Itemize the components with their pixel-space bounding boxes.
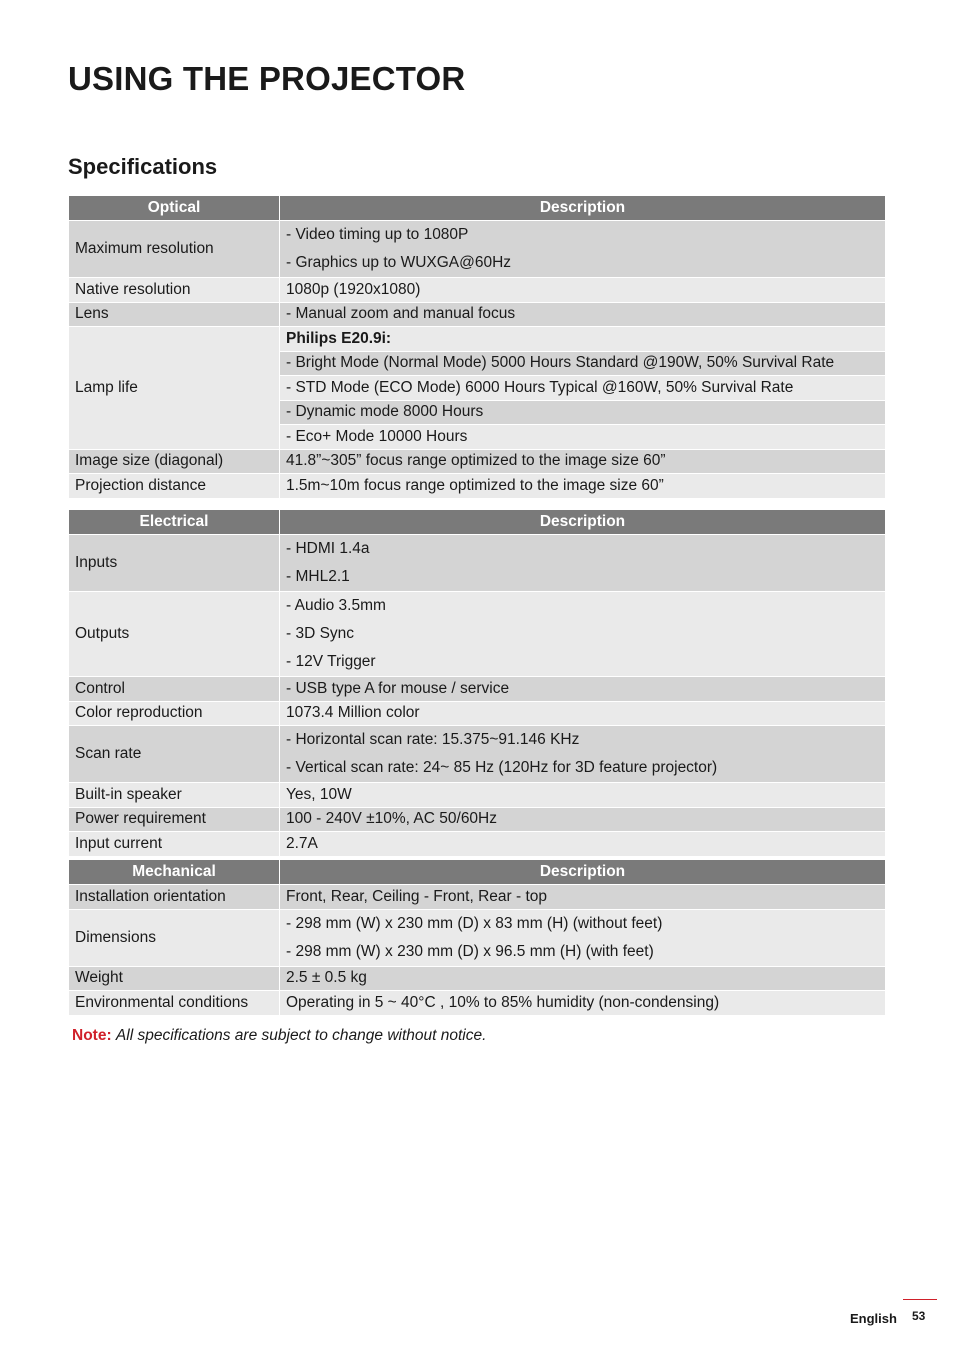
table-row [69, 592, 885, 676]
row-label: Lamp life [69, 327, 279, 449]
row-value: - Eco+ Mode 10000 Hours [280, 425, 885, 449]
table-row [69, 910, 885, 966]
row-label: Inputs [69, 535, 279, 591]
table-row [69, 535, 885, 591]
value-line: - MHL2.1 [286, 568, 350, 585]
row-label: Projection distance [69, 474, 279, 498]
column-header-description: Description [280, 510, 885, 534]
row-value: 100 - 240V ±10%, AC 50/60Hz [280, 808, 885, 832]
value-line: - 3D Sync [286, 625, 355, 642]
row-value: 1073.4 Million color [280, 702, 885, 726]
note-text: All specifications are subject to change without notice. [115, 1027, 487, 1044]
row-value: 2.7A [280, 832, 885, 856]
row-label: Power requirement [69, 808, 279, 832]
table-row [69, 221, 885, 277]
row-label: Maximum resolution [69, 221, 279, 277]
row-value: Operating in 5 ~ 40°C , 10% to 85% humidity (non-condensing) [280, 991, 885, 1015]
table-row [69, 991, 885, 1015]
row-label: Built-in speaker [69, 783, 279, 807]
note-label: Note: [72, 1027, 112, 1044]
table-row [69, 677, 885, 701]
row-value: 1080p (1920x1080) [280, 278, 885, 302]
table-header [69, 196, 885, 220]
row-label: Outputs [69, 592, 279, 676]
column-header-optical: Optical [69, 196, 279, 220]
table-row [69, 450, 885, 474]
table-header [69, 510, 885, 534]
electrical-spec-table [68, 509, 886, 857]
row-value: - USB type A for mouse / service [280, 677, 885, 701]
row-label: Dimensions [69, 910, 279, 966]
value-line: - Audio 3.5mm [286, 597, 386, 614]
page-title: USING THE PROJECTOR [68, 60, 466, 97]
row-label: Lens [69, 303, 279, 327]
value-line: - Vertical scan rate: 24~ 85 Hz (120Hz for 3D feature projector) [286, 759, 718, 776]
row-value: Yes, 10W [280, 783, 885, 807]
table-row [69, 832, 885, 856]
row-label: Weight [69, 967, 279, 991]
page-number: 53 [912, 1309, 926, 1323]
table-row [69, 967, 885, 991]
table-row [69, 808, 885, 832]
row-value: - Bright Mode (Normal Mode) 5000 Hours Standard @190W, 50% Survival Rate [280, 352, 885, 376]
row-value [280, 535, 885, 591]
row-label: Control [69, 677, 279, 701]
column-header-description: Description [280, 860, 885, 884]
row-label: Installation orientation [69, 885, 279, 909]
row-value: - Manual zoom and manual focus [280, 303, 885, 327]
row-value [280, 726, 885, 782]
table-row [69, 474, 885, 498]
row-label: Scan rate [69, 726, 279, 782]
column-header-mechanical: Mechanical [69, 860, 279, 884]
value-line: - Video timing up to 1080P [286, 226, 469, 243]
column-header-description: Description [280, 196, 885, 220]
row-value: Philips E20.9i: [280, 327, 885, 351]
value-line: - 12V Trigger [286, 653, 376, 670]
row-value: - STD Mode (ECO Mode) 6000 Hours Typical @160W, 50% Survival Rate [280, 376, 885, 400]
value-line: - Graphics up to WUXGA@60Hz [286, 254, 512, 271]
table-row [69, 278, 885, 302]
row-value: 1.5m~10m focus range optimized to the image size 60” [280, 474, 885, 498]
column-header-electrical: Electrical [69, 510, 279, 534]
row-value: 41.8”~305” focus range optimized to the image size 60” [280, 450, 885, 474]
footer-language: English [850, 1311, 897, 1326]
row-label: Image size (diagonal) [69, 450, 279, 474]
value-line: - 298 mm (W) x 230 mm (D) x 96.5 mm (H) (with feet) [286, 942, 654, 960]
row-value [280, 592, 885, 676]
row-value: 2.5 ± 0.5 kg [280, 967, 885, 991]
mechanical-spec-table [68, 859, 886, 1016]
table-row [69, 783, 885, 807]
table-header [69, 860, 885, 884]
row-value [280, 910, 885, 966]
table-row [69, 327, 885, 351]
table-row [69, 885, 885, 909]
row-value: Front, Rear, Ceiling - Front, Rear - top [280, 885, 885, 909]
row-value [280, 221, 885, 277]
optical-spec-table [68, 195, 886, 499]
row-label: Native resolution [69, 278, 279, 302]
row-label: Input current [69, 832, 279, 856]
footer-divider [903, 1299, 937, 1300]
value-line: - Horizontal scan rate: 15.375~91.146 KHz [286, 731, 580, 748]
value-line: - HDMI 1.4a [286, 540, 370, 557]
row-label: Color reproduction [69, 702, 279, 726]
table-row [69, 726, 885, 782]
section-title: Specifications [68, 154, 218, 179]
row-value: - Dynamic mode 8000 Hours [280, 401, 885, 425]
note [72, 1027, 486, 1045]
value-line: - 298 mm (W) x 230 mm (D) x 83 mm (H) (without feet) [286, 914, 663, 932]
row-label: Environmental conditions [69, 991, 279, 1015]
table-row [69, 702, 885, 726]
table-row [69, 303, 885, 327]
